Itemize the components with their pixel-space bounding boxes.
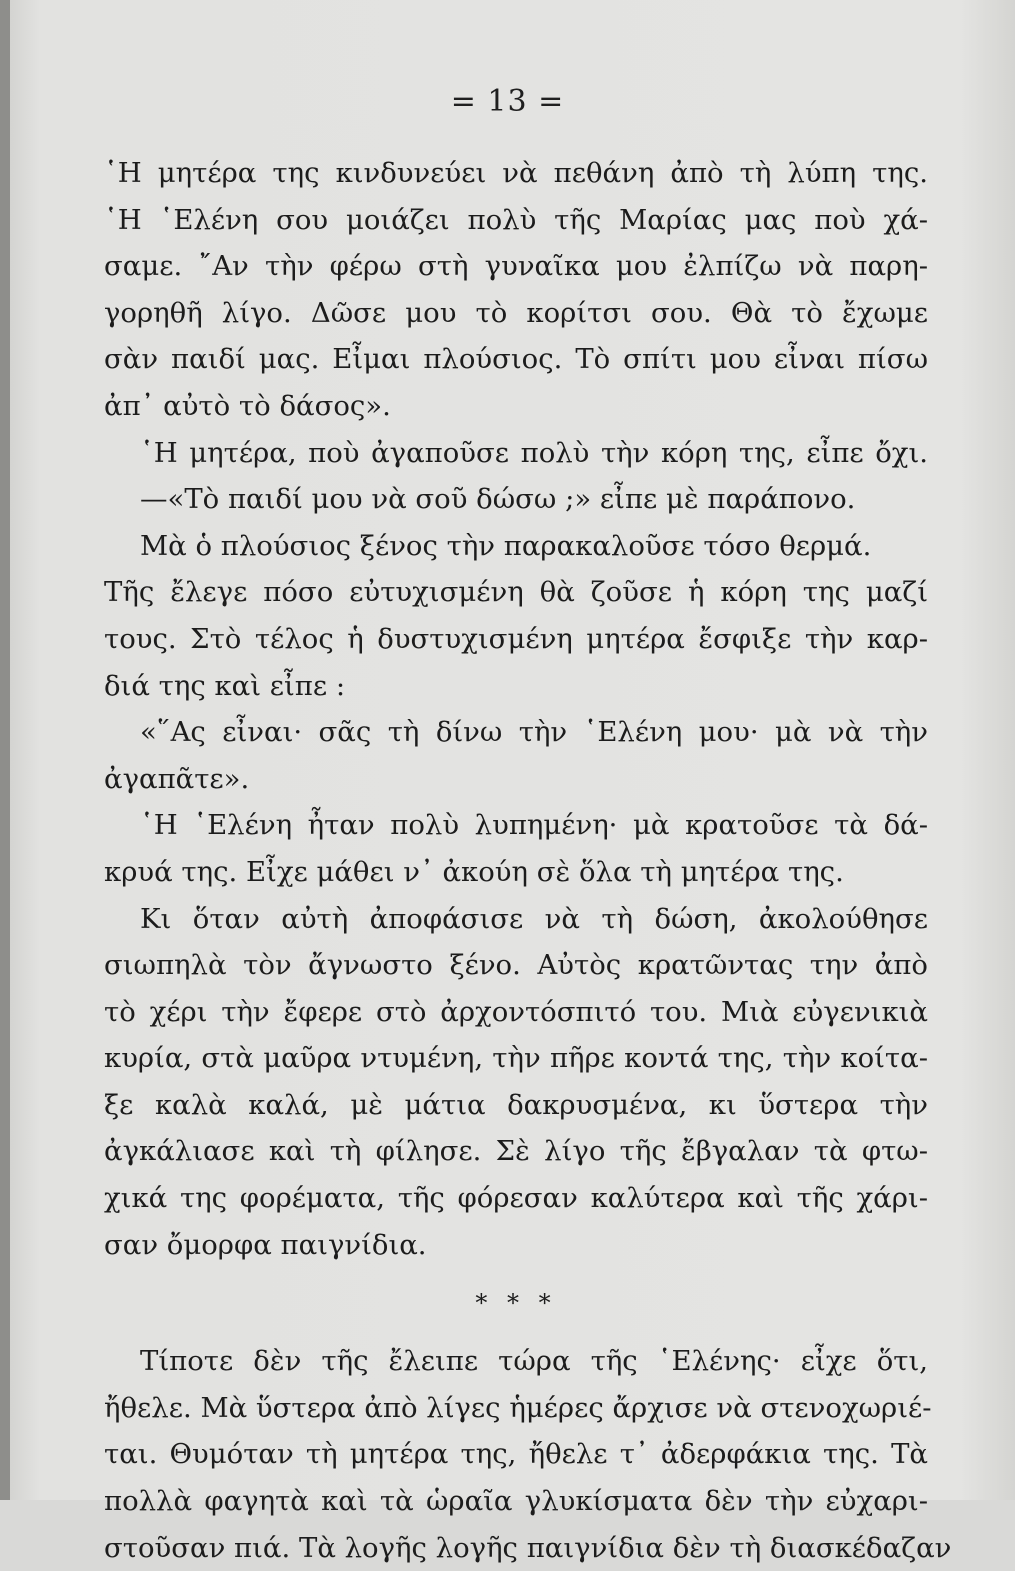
text-line: ξε καλὰ καλά, μὲ μάτια δακρυσμένα, κι ὕστερα τὴν bbox=[104, 1088, 928, 1121]
text-line: διά της καὶ εἶπε : bbox=[104, 669, 346, 702]
page-body bbox=[104, 150, 952, 1571]
text-line: Κι ὅταν αὐτὴ ἀποφάσισε νὰ τὴ δώση, ἀκολούθησε bbox=[140, 902, 928, 935]
text-line: τὸ χέρι τὴν ἔφερε στὸ ἀρχοντόσπιτό του. Μιὰ εὐγενικιὰ bbox=[104, 995, 928, 1028]
text-line: σαμε. ῎Αν τὴν φέρω στὴ γυναῖκα μου ἐλπίζω νὰ παρη- bbox=[104, 250, 928, 283]
text-line: ἀπ᾽ αὐτὸ τὸ δάσος». bbox=[104, 389, 391, 422]
text-line: στοῦσαν πιά. Τὰ λογῆς λογῆς παιγνίδια δὲν τὴ διασκέδαζαν bbox=[104, 1531, 952, 1564]
text-line: Μὰ ὁ πλούσιος ξένος τὴν παρακαλοῦσε τόσο θερμά. bbox=[140, 529, 872, 562]
text-line: κυρία, στὰ μαῦρα ντυμένη, τὴν πῆρε κοντά της, τὴν κοίτα- bbox=[104, 1042, 928, 1075]
text-line: κρυά της. Εἶχε μάθει ν᾽ ἀκούη σὲ ὅλα τὴ μητέρα της. bbox=[104, 855, 844, 888]
text-line: Τῆς ἔλεγε πόσο εὐτυχισμένη θὰ ζοῦσε ἡ κόρη της μαζί bbox=[104, 576, 928, 609]
text-line: τους. Στὸ τέλος ἡ δυστυχισμένη μητέρα ἔσφιξε τὴν καρ- bbox=[104, 622, 928, 655]
text-line: χικά της φορέματα, τῆς φόρεσαν καλύτερα καὶ τῆς χάρι- bbox=[104, 1182, 928, 1215]
text-line: σὰν παιδί μας. Εἶμαι πλούσιος. Τὸ σπίτι μου εἶναι πίσω bbox=[104, 343, 928, 376]
text-line: ῾Η μητέρα, ποὺ ἀγαποῦσε πολὺ τὴν κόρη της, εἶπε ὄχι. bbox=[140, 436, 928, 469]
page-number: = 13 = bbox=[450, 84, 565, 119]
text-line: «῞Ας εἶναι· σᾶς τὴ δίνω τὴν ῾Ελένη μου· μὰ νὰ τὴν bbox=[140, 716, 928, 749]
text-line: σιωπηλὰ τὸν ἄγνωστο ξένο. Αὐτὸς κρατῶντας την ἀπὸ bbox=[104, 949, 928, 982]
text-line: ἀγαπᾶτε». bbox=[104, 762, 250, 795]
text-line: ῾Η ῾Ελένη σου μοιάζει πολὺ τῆς Μαρίας μας ποὺ χά- bbox=[104, 203, 928, 236]
section-divider-asterisks: * * * bbox=[475, 1289, 557, 1318]
text-line: Τίποτε δὲν τῆς ἔλειπε τώρα τῆς ῾Ελένης· εἶχε ὅτι, bbox=[140, 1345, 928, 1378]
text-line: ἀγκάλιασε καὶ τὴ φίλησε. Σὲ λίγο τῆς ἔβγαλαν τὰ φτω- bbox=[104, 1135, 928, 1168]
text-line: γορηθῆ λίγο. Δῶσε μου τὸ κορίτσι σου. Θὰ τὸ ἔχωμε bbox=[104, 296, 928, 329]
text-line: πολλὰ φαγητὰ καὶ τὰ ὡραῖα γλυκίσματα δὲν τὴν εὐχαρι- bbox=[104, 1485, 928, 1518]
text-line: —«Τὸ παιδί μου νὰ σοῦ δώσω ;» εἶπε μὲ παράπονο. bbox=[140, 483, 856, 516]
text-line: ῾Η ῾Ελένη ἦταν πολὺ λυπημένη· μὰ κρατοῦσε τὰ δά- bbox=[140, 809, 928, 842]
text-line: ἤθελε. Μὰ ὕστερα ἀπὸ λίγες ἡμέρες ἄρχισε νὰ στενοχωριέ- bbox=[104, 1391, 932, 1424]
text-line: ῾Η μητέρα της κινδυνεύει νὰ πεθάνη ἀπὸ τὴ λύπη της. bbox=[104, 157, 928, 189]
text-line: ται. Θυμόταν τὴ μητέρα της, ἤθελε τ᾽ ἀδερφάκια της. Τὰ bbox=[104, 1438, 928, 1471]
text-line: σαν ὄμορφα παιγνίδια. bbox=[104, 1228, 427, 1261]
page-edge bbox=[0, 0, 10, 1500]
